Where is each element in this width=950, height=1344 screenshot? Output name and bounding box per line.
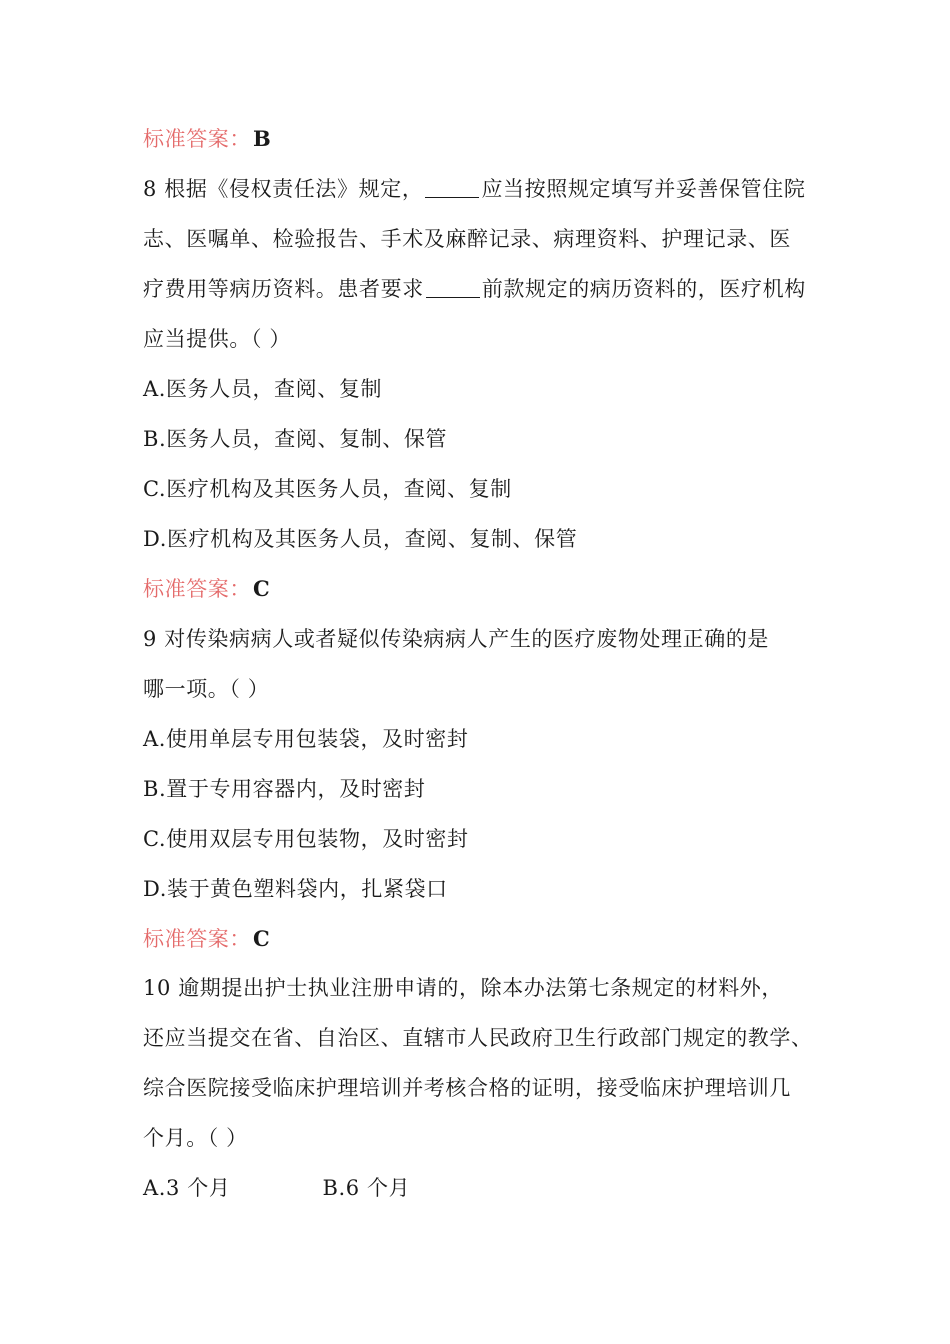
answer-line-q8 xyxy=(143,574,813,604)
fill-blank xyxy=(425,177,479,198)
q10-text-line-3: 综合医院接受临床护理培训并考核合格的证明，接受临床护理培训几 xyxy=(143,1076,791,1100)
answer-label: 标准答案： xyxy=(143,577,251,601)
q8-text-part: 应当按照规定填写并妥善保管住院 xyxy=(481,177,806,201)
q8-option-a: A.医务人员，查阅、复制 xyxy=(143,377,383,401)
answer-line-q9 xyxy=(143,924,813,954)
q10-option-a: A.3 个月 xyxy=(143,1176,231,1200)
q10-option-b: B.6 个月 xyxy=(322,1176,411,1200)
q8-text-line-2: 志、医嘱单、检验报告、手术及麻醉记录、病理资料、护理记录、医 xyxy=(143,227,791,251)
q10-text-line-1: 10 逾期提出护士执业注册申请的，除本办法第七条规定的材料外， xyxy=(143,976,783,1000)
q8-text-line-4: 应当提供。（ ） xyxy=(143,327,291,351)
q8-option-d: D.医疗机构及其医务人员，查阅、复制、保管 xyxy=(143,527,578,551)
answer-line-q7 xyxy=(143,124,813,154)
q8-option-b: B.医务人员，查阅、复制、保管 xyxy=(143,427,448,451)
q8-text-part: 前款规定的病历资料的，医疗机构 xyxy=(481,277,806,301)
q9-option-d: D.装于黄色塑料袋内，扎紧袋口 xyxy=(143,877,448,901)
q9-option-c: C.使用双层专用包装物，及时密封 xyxy=(143,827,469,851)
q8-text-part: 疗费用等病历资料。患者要求 xyxy=(143,277,424,301)
q8-text-line-1 xyxy=(143,174,813,204)
q8-text-line-3 xyxy=(143,274,813,304)
q9-option-a: A.使用单层专用包装袋，及时密封 xyxy=(143,727,469,751)
fill-blank xyxy=(426,277,480,298)
q8-text-part: 8 根据《侵权责任法》规定， xyxy=(143,177,424,201)
answer-label: 标准答案： xyxy=(143,127,251,151)
answer-value: C xyxy=(253,926,271,951)
answer-label: 标准答案： xyxy=(143,927,251,951)
q10-text-line-4: 个月。（ ） xyxy=(143,1126,248,1150)
q8-option-c: C.医疗机构及其医务人员，查阅、复制 xyxy=(143,477,512,501)
q10-options-line xyxy=(143,1173,813,1203)
answer-value: C xyxy=(253,576,271,601)
q10-text-line-2: 还应当提交在省、自治区、直辖市人民政府卫生行政部门规定的教学、 xyxy=(143,1026,813,1050)
q9-option-b: B.置于专用容器内，及时密封 xyxy=(143,777,426,801)
answer-value: B xyxy=(253,126,272,151)
q9-text-line-1: 9 对传染病病人或者疑似传染病病人产生的医疗废物处理正确的是 xyxy=(143,627,770,651)
q9-text-line-2: 哪一项。（ ） xyxy=(143,677,270,701)
